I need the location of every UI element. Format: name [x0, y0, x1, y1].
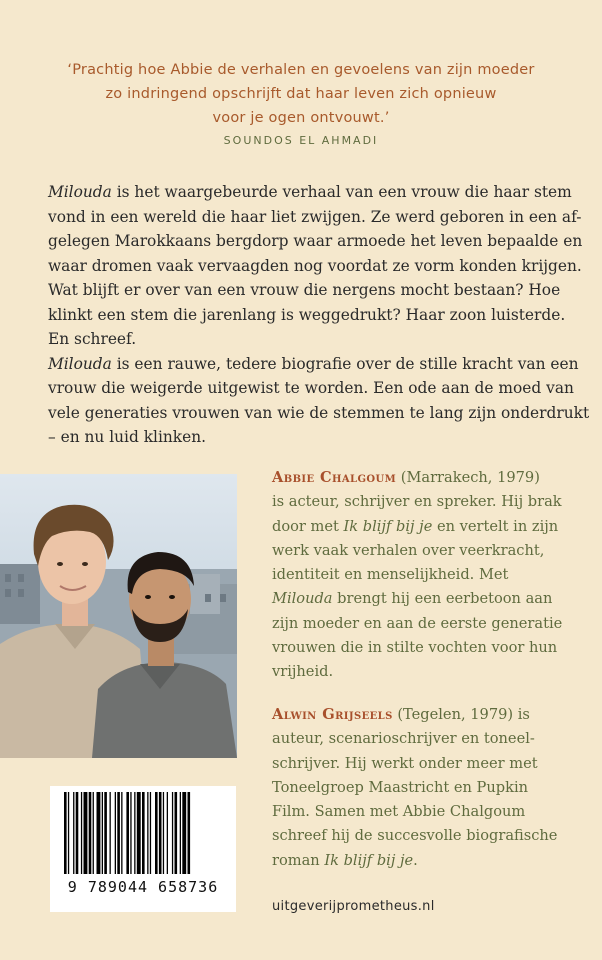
- publisher-website[interactable]: uitgeverijprometheus.nl: [272, 899, 435, 914]
- synopsis-line: vond in een wereld die haar liet zwijgen. Ze werd geboren in een af-: [48, 207, 582, 226]
- synopsis-line: klinkt een stem die jarenlang is weggedrukt? Haar zoon luisterde.: [48, 305, 566, 324]
- barcode: [50, 786, 236, 912]
- synopsis-line: Wat blijft er over van een vrouw die nergens mocht bestaan? Hoe: [48, 281, 561, 299]
- authors-photo: [0, 474, 237, 758]
- barcode-bars: [50, 786, 236, 878]
- book-title: Ik blijf bij je: [324, 851, 414, 869]
- synopsis-line: – en nu luid klinken.: [48, 428, 207, 446]
- author-name: Abbie Chalgoum: [272, 469, 397, 486]
- synopsis-line: En schreef.: [48, 330, 137, 348]
- quote-line: zo indringend opschrijft dat haar leven zich opnieuw: [105, 86, 497, 102]
- synopsis-line: Milouda is een rauwe, tedere biografie over de stille kracht van een: [48, 354, 579, 373]
- synopsis-line: Milouda is het waargebeurde verhaal van een vrouw die haar stem: [48, 183, 572, 201]
- synopsis-line: vele generaties vrouwen van wie de stemmen te lang zijn onderdrukt: [48, 403, 590, 422]
- synopsis-line: waar dromen vaak vervaagden nog voordat ze vorm konden krijgen.: [48, 256, 582, 275]
- book-title: Milouda: [48, 354, 112, 373]
- synopsis: [48, 180, 590, 450]
- quote-line: ‘Prachtig hoe Abbie de verhalen en gevoelens van zijn moeder: [67, 62, 535, 78]
- isbn-number: 9 789044 658736: [67, 878, 219, 896]
- author-name: Alwin Grijseels: [272, 706, 393, 723]
- book-title: Milouda: [48, 183, 112, 201]
- synopsis-line: gelegen Marokkaans bergdorp waar armoede het leven bepaalde en: [48, 232, 583, 250]
- book-title: Ik blijf bij je: [343, 517, 433, 535]
- authors-illustration: [0, 474, 237, 758]
- quote-line: voor je ogen ontvouwt.’: [212, 110, 390, 126]
- author-bio-abbie: Abbie Chalgoum (Marrakech, 1979) is acteur, schrijver en spreker. Hij brak door met Ik blijf bij je en vertelt in zijn werk vaak verhalen over veerkracht, identiteit en menselijkheid. Met Milouda brengt hij een eerbetoon aan zijn moeder en aan de eerste generatie vrouwen die in stilte vochten voor hun vrijheid.: [272, 469, 563, 681]
- author-bio-alwin: Alwin Grijseels (Tegelen, 1979) is auteur, scenarioschrijver en toneel- schrijver. Hij werkt onder meer met Toneelgroep Maastricht en Pupkin Film. Samen met Abbie Chalgoum schreef hij de succesvolle biografische roman Ik blijf bij je.: [272, 706, 558, 869]
- synopsis-line: vrouw die weigerde uitgewist te worden. Een ode aan de moed van: [48, 379, 574, 397]
- book-title: Milouda: [272, 590, 333, 608]
- quote-author: SOUNDOS EL AHMADI: [223, 134, 379, 147]
- endorsement-quote: [40, 58, 562, 130]
